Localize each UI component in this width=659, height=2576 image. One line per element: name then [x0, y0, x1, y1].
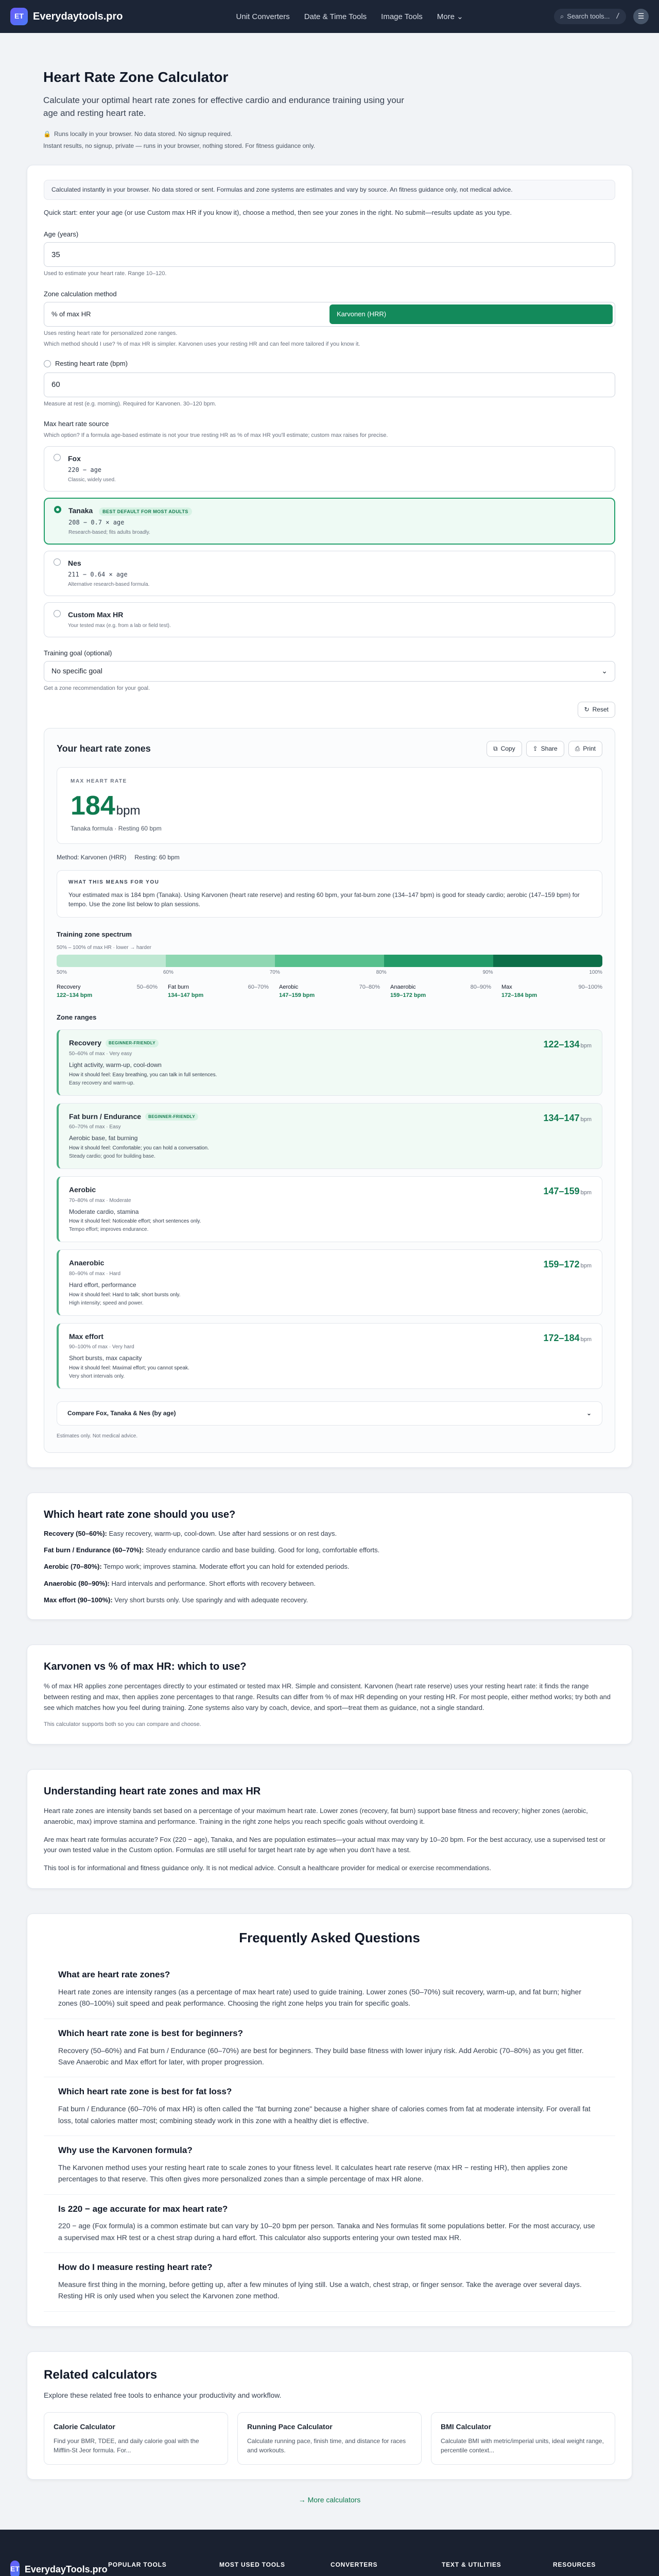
legend-range: 147–159 bpm	[279, 992, 315, 998]
footer-column-title: MOST USED TOOLS	[219, 2561, 285, 2569]
spectrum-segment	[384, 955, 493, 967]
zone-guidance-text: Steady endurance cardio and base building. Good for long, comfortable efforts.	[144, 1546, 380, 1554]
spectrum-segment	[166, 955, 275, 967]
zone-example: Steady cardio; good for building base.	[69, 1154, 155, 1160]
calc-notice: Calculated instantly in your browser. No data stored or sent. Formulas and zone systems are estimates and vary by source. An fitness guidance only, not medical advice.	[44, 180, 615, 200]
zones-list	[57, 1029, 602, 1389]
legend-label-row	[390, 984, 491, 991]
formula-name-row	[68, 506, 192, 516]
nav-link-more[interactable]: More ⌄	[437, 12, 463, 21]
max-hr-sub: Tanaka formula · Resting 60 bpm	[71, 825, 162, 833]
footer-column	[219, 2561, 315, 2576]
zone-guidance-label: Anaerobic (80–90%):	[44, 1579, 110, 1587]
legend-name: Max	[501, 984, 512, 991]
zone-guidance-text: Hard intervals and performance. Short efforts with recovery between.	[109, 1579, 316, 1587]
footer-column-title: CONVERTERS	[331, 2561, 378, 2569]
zone-how: How it should feel: Noticeable effort; short sentences only.	[69, 1218, 201, 1225]
max-hr-value	[71, 787, 588, 825]
footer-column-title: POPULAR TOOLS	[108, 2561, 167, 2569]
estimate-note: Estimates only. Not medical advice.	[57, 1433, 138, 1439]
spectrum-bar	[57, 955, 602, 967]
zones-title: Zone ranges	[57, 1013, 97, 1022]
faq-list	[44, 1960, 615, 2311]
formula-option-nes[interactable]	[44, 551, 615, 596]
related-card-title: Running Pace Calculator	[247, 2422, 333, 2431]
legend-range: 159–172 bpm	[390, 992, 426, 998]
calculator-card	[27, 165, 632, 1468]
zone-info	[69, 1258, 181, 1307]
zone-guidance-label: Fat burn / Endurance (60–70%):	[44, 1546, 144, 1554]
chevron-down-icon: ⌄	[601, 666, 608, 675]
zone-bpm-value: 172–184	[543, 1332, 580, 1343]
spectrum-tick: 90%	[482, 970, 493, 976]
nav-link-image-tools[interactable]: Image Tools	[381, 12, 423, 21]
zone-meta: 80–90% of max · Hard	[69, 1271, 121, 1277]
faq-title: Frequently Asked Questions	[239, 1929, 420, 1945]
zone-info	[69, 1332, 189, 1380]
zone-card	[57, 1249, 602, 1315]
spectrum-tick: 60%	[163, 970, 174, 976]
max-hr-unit: bpm	[116, 803, 141, 818]
zone-example: Tempo effort; improves endurance.	[69, 1227, 149, 1233]
spectrum-tick: 80%	[376, 970, 387, 976]
zone-bpm-value: 134–147	[543, 1112, 580, 1123]
zone-guidance-item	[44, 1562, 615, 1571]
resting-radio[interactable]	[44, 360, 51, 367]
faq-item[interactable]	[44, 2077, 615, 2136]
which-zone-title: Which heart rate zone should you use?	[44, 1509, 236, 1520]
zone-card	[57, 1323, 602, 1389]
footer	[0, 2530, 659, 2576]
legend-label-row	[57, 984, 158, 991]
resting-label-row	[44, 359, 615, 368]
search-placeholder: Search tools...	[567, 12, 610, 20]
formula-eq: 208 − 0.7 × age	[68, 518, 125, 526]
legend-pct: 80–90%	[470, 984, 491, 991]
beginner-badge: BEGINNER-FRIENDLY	[106, 1039, 159, 1047]
related-card-title: BMI Calculator	[441, 2422, 492, 2431]
share-label: Share	[541, 744, 558, 752]
formula-eq: 220 − age	[68, 466, 102, 474]
legend-label-row	[279, 984, 380, 991]
compare-label: Compare Fox, Tanaka & Nes (by age)	[67, 1410, 176, 1417]
nav-link-unit-converters[interactable]: Unit Converters	[236, 12, 290, 21]
page-subtitle: Calculate your optimal heart rate zones for effective cardio and endurance training using your age and resting heart rate.	[43, 95, 404, 118]
zone-example: Very short intervals only.	[69, 1374, 125, 1380]
max-hr-caption: MAX HEART RATE	[71, 778, 127, 784]
legend-pct: 70–80%	[359, 984, 380, 991]
legend-item	[279, 984, 380, 999]
related-card-desc: Calculate running pace, finish time, and distance for races and workouts.	[247, 2437, 406, 2454]
zone-bpm-unit: bpm	[580, 1336, 592, 1343]
legend-name: Anaerobic	[390, 984, 416, 991]
faq-question: Why use the Karvonen formula?	[58, 2145, 193, 2156]
faq-section	[27, 1913, 632, 2327]
zone-feel: Hard effort, performance	[69, 1281, 136, 1289]
spectrum-ticks	[57, 969, 602, 976]
age-input[interactable]: 35	[44, 242, 615, 267]
faq-question: Which heart rate zone is best for fat loss?	[58, 2087, 232, 2097]
method-text: Method: Karvonen (HRR)	[57, 854, 127, 861]
faq-item[interactable]	[44, 2019, 615, 2078]
formula-desc: Your tested max (e.g. from a lab or field test).	[68, 622, 171, 629]
zone-feel: Aerobic base, fat burning	[69, 1134, 138, 1142]
goal-value: No specific goal	[51, 666, 102, 675]
related-card-desc: Calculate BMI with metric/imperial units, ideal weight range, percentile context...	[441, 2437, 604, 2454]
zone-guidance-label: Aerobic (70–80%):	[44, 1563, 102, 1571]
page-title: Heart Rate Zone Calculator	[43, 69, 229, 85]
zone-guidance-item	[44, 1579, 615, 1588]
resting-hint: Measure at rest (e.g. morning). Required for Karvonen. 30–120 bpm.	[44, 400, 217, 407]
legend-pct: 90–100%	[578, 984, 602, 991]
understanding-p1: Heart rate zones are intensity bands set based on a percentage of your maximum heart rate. Lower zones (recovery, fat burn) support base fitness and recovery; higher zones (aerobic, anaerobic, max) improve stamina and performance. Training in the right zone helps you reach specific goals without overdoing it.	[44, 1806, 588, 1825]
goal-label: Training goal (optional)	[44, 649, 112, 657]
zone-how: How it should feel: Comfortable; you can hold a conversation.	[69, 1145, 209, 1151]
method-option-max-hr[interactable]: % of max HR	[51, 310, 91, 318]
zone-meta: 70–80% of max · Moderate	[69, 1197, 131, 1204]
spectrum-tick: 70%	[269, 970, 280, 976]
search-shortcut: /	[616, 12, 620, 20]
zone-guidance-label: Max effort (90–100%):	[44, 1596, 113, 1604]
age-label: Age (years)	[44, 230, 79, 239]
formula-name: Tanaka	[68, 506, 93, 515]
faq-answer: Recovery (50–60%) and Fat burn / Endurance (60–70%) are best for beginners. They build base fitness with lower injury risk. Add Aerobic (70–80%) as you get fitter. Save Anaerobic and Max effort for later, with proper progression.	[58, 2046, 584, 2066]
legend-item	[501, 984, 602, 999]
calc-intro: Quick start: enter your age (or use Custom max HR if you know it), choose a method, then see your zones in the right. No submit—results update as you type.	[44, 208, 512, 216]
spectrum-tick: 50%	[57, 970, 67, 976]
formula-hint: Which option? If a formula age-based estimate is not your true resting HR as % of max HR you'll estimate; custom max raises for precise.	[44, 432, 388, 439]
zone-info	[69, 1185, 201, 1233]
faq-answer: The Karvonen method uses your resting heart rate to scale zones to your fitness level. It calculates heart rate reserve (max HR − resting HR), then applies zone percentages to that reserve. This often gives more personalized zones than a simple percentage of max HR alone.	[58, 2163, 568, 2183]
zone-guidance-label: Recovery (50–60%):	[44, 1529, 107, 1537]
legend-label-row	[168, 984, 269, 991]
resting-hr-input[interactable]: 60	[44, 372, 615, 397]
radio-nes[interactable]	[54, 558, 61, 566]
spectrum-segment	[493, 955, 602, 967]
legend-name: Recovery	[57, 984, 81, 991]
zone-card	[57, 1029, 602, 1095]
faq-item[interactable]	[44, 2253, 615, 2312]
zone-name: Anaerobic	[69, 1259, 105, 1267]
footer-column	[442, 2561, 537, 2576]
print-button[interactable]	[568, 741, 602, 757]
zone-name: Fat burn / Endurance	[69, 1112, 142, 1121]
recommended-badge: BEST DEFAULT FOR MOST ADULTS	[99, 507, 192, 516]
zone-meta: 60–70% of max · Easy	[69, 1124, 121, 1130]
results-title: Your heart rate zones	[57, 743, 151, 754]
method-option-karvonen[interactable]: Karvonen (HRR)	[330, 304, 613, 324]
formula-option-custom[interactable]	[44, 602, 615, 637]
chevron-down-icon: ⌄	[586, 1410, 592, 1417]
legend-range: 134–147 bpm	[168, 992, 204, 998]
legend-range: 122–134 bpm	[57, 992, 93, 998]
zone-name-row	[69, 1258, 181, 1268]
zone-guidance-text: Very short bursts only. Use sparingly and with adequate recovery.	[112, 1596, 308, 1604]
faq-item[interactable]	[44, 2195, 615, 2253]
copy-button[interactable]	[487, 741, 522, 757]
formula-eq: 211 − 0.64 × age	[68, 571, 128, 579]
zone-card	[57, 1103, 602, 1169]
zone-how: How it should feel: Hard to talk; short bursts only.	[69, 1292, 181, 1298]
formula-desc: Alternative research-based formula.	[68, 581, 150, 587]
menu-icon[interactable]: ☰	[633, 9, 649, 24]
which-zone-section	[27, 1493, 632, 1620]
compare-formulas-toggle[interactable]	[57, 1401, 602, 1426]
max-hr-number: 184	[71, 790, 115, 821]
formula-name: Fox	[68, 454, 81, 463]
zone-guidance-item	[44, 1596, 615, 1605]
zone-info	[69, 1038, 217, 1087]
meaning-caption: WHAT THIS MEANS FOR YOU	[68, 879, 160, 886]
footer-column	[108, 2561, 204, 2576]
zone-bpm	[544, 1038, 592, 1087]
legend-name: Aerobic	[279, 984, 299, 991]
spectrum-caption: 50% – 100% of max HR · lower → harder	[57, 945, 151, 951]
zone-info	[69, 1112, 209, 1160]
related-card-desc: Find your BMR, TDEE, and daily calorie goal with the Mifflin-St Jeor formula. For...	[54, 2437, 199, 2454]
logo-icon: ET	[10, 2561, 20, 2576]
faq-item[interactable]	[44, 1960, 615, 2019]
zone-how: How it should feel: Maximal effort; you cannot speak.	[69, 1365, 189, 1371]
zone-example: Easy recovery and warm-up.	[69, 1080, 135, 1086]
search-input[interactable]	[554, 9, 626, 24]
max-hr-box	[57, 767, 602, 844]
method-summary	[57, 853, 602, 862]
faq-answer: Measure first thing in the morning, before getting up, after a few minutes of lying still. Use a watch, chest strap, or finger sensor. Take the average over several days. Resting HR is only used when you select the Karvonen zone method.	[58, 2280, 582, 2300]
zone-name-row	[69, 1038, 217, 1048]
legend-item	[390, 984, 491, 999]
understanding-p2: Are max heart rate formulas accurate? Fox (220 − age), Tanaka, and Nes are population estimates—your actual max may vary by 10–20 bpm. For the best accuracy, use a supervised test or your own tested value in the Custom option. Formulas are still useful for target heart rate by age when you don't have a test.	[44, 1835, 605, 1854]
lock-icon: 🔒	[43, 130, 51, 138]
share-icon: ⇪	[532, 744, 538, 752]
goal-hint: Get a zone recommendation for your goal.	[44, 685, 150, 691]
understanding-title: Understanding heart rate zones and max HR	[44, 1785, 261, 1797]
spectrum-title: Training zone spectrum	[57, 930, 132, 939]
zone-bpm	[544, 1332, 592, 1380]
nav-link-date-time[interactable]: Date & Time Tools	[304, 12, 367, 21]
formula-desc: Classic, widely used.	[68, 477, 116, 483]
legend-pct: 60–70%	[248, 984, 269, 991]
spectrum-segment	[57, 955, 166, 967]
reset-label: Reset	[592, 706, 609, 714]
understanding-section	[27, 1769, 632, 1889]
zone-name: Recovery	[69, 1039, 102, 1047]
zone-meta: 50–60% of max · Very easy	[69, 1050, 132, 1057]
karvonen-body: % of max HR applies zone percentages directly to your estimated or tested max HR. Simple and consistent. Karvonen (heart rate reserve) uses your resting heart rate: it finds the range between resting and max, then applies zone percentages to that range. Results can differ from % of max HR depending on your resting HR. For most people, either method works; try both and see which matches how you feel during training. Zone systems also vary by coach, device, and sport—treat them as guidance, not a single standard.	[44, 1682, 611, 1711]
legend-item	[168, 984, 269, 999]
privacy-text: Runs locally in your browser. No data stored. No signup required.	[54, 130, 233, 138]
zone-card	[57, 1176, 602, 1242]
footer-column-title: TEXT & UTILITIES	[442, 2561, 501, 2569]
zone-guidance-text: Easy recovery, warm-up, cool-down. Use after hard sessions or on rest days.	[107, 1529, 337, 1537]
legend-name: Fat burn	[168, 984, 189, 991]
reset-button[interactable]	[578, 702, 615, 718]
karvonen-note: This calculator supports both so you can compare and choose.	[44, 1721, 201, 1728]
zone-guidance-item	[44, 1529, 615, 1538]
zone-name-row	[69, 1112, 209, 1122]
spectrum-tick: 100%	[589, 970, 602, 976]
faq-question: Is 220 − age accurate for max heart rate?	[58, 2204, 228, 2214]
print-label: Print	[583, 744, 596, 752]
footer-column-title: RESOURCES	[553, 2561, 596, 2569]
related-card-title: Calorie Calculator	[54, 2422, 115, 2431]
copy-icon: ⧉	[493, 744, 498, 752]
zone-name: Aerobic	[69, 1185, 96, 1194]
age-hint: Used to estimate your heart rate. Range 10–120.	[44, 270, 167, 277]
legend-range: 172–184 bpm	[501, 992, 537, 998]
faq-item[interactable]	[44, 2136, 615, 2195]
share-button[interactable]	[526, 741, 564, 757]
zone-bpm-value: 159–172	[543, 1259, 580, 1270]
footer-column	[331, 2561, 426, 2576]
zone-meta: 90–100% of max · Very hard	[69, 1344, 134, 1350]
zone-name-row	[69, 1332, 189, 1342]
faq-question: Which heart rate zone is best for beginners?	[58, 2028, 243, 2038]
results-panel	[44, 728, 615, 1453]
zone-example: High intensity; speed and power.	[69, 1300, 144, 1306]
faq-answer: 220 − age (Fox formula) is a common estimate but can vary by 10–20 bpm per person. Tanaka and Nes formulas fit some populations better. For the most accuracy, use a supervised max HR test or a chest strap during a hard effort. This calculator also supports entering your own tested max HR.	[58, 2222, 595, 2242]
radio-tanaka[interactable]	[54, 506, 61, 513]
refresh-icon: ↻	[584, 706, 589, 714]
formula-option-fox[interactable]	[44, 446, 615, 492]
zone-feel: Light activity, warm-up, cool-down	[69, 1061, 162, 1069]
spectrum-segment	[275, 955, 384, 967]
karvonen-section	[27, 1645, 632, 1744]
related-card[interactable]	[431, 2412, 615, 2465]
privacy-note-2: Instant results, no signup, private — runs in your browser, nothing stored. For fitness guidance only.	[43, 142, 316, 150]
zone-bpm-unit: bpm	[580, 1190, 592, 1196]
zone-name: Max effort	[69, 1332, 103, 1341]
formula-desc: Research-based; fits adults broadly.	[68, 529, 150, 535]
more-calculators-link[interactable]: → More calculators	[298, 2495, 361, 2504]
related-title: Related calculators	[44, 2367, 158, 2382]
method-toggle	[44, 302, 615, 327]
logo-icon: ET	[10, 8, 28, 25]
understanding-p3: This tool is for informational and fitness guidance only. It is not medical advice. Consult a healthcare provider for medical or exercise recommendations.	[44, 1864, 492, 1872]
resting-label: Resting heart rate (bpm)	[55, 359, 128, 367]
formula-name: Custom Max HR	[68, 610, 124, 619]
zone-guidance-item	[44, 1546, 615, 1555]
faq-answer: Heart rate zones are intensity ranges (as a percentage of max heart rate) used to guide training. Lower zones (50–70%) suit recovery, warm-up, and fat burn; higher zones (80–100%) suit speed and peak performance. Choosing the right zone helps you train for specific goals.	[58, 1988, 582, 2008]
related-card[interactable]	[44, 2412, 228, 2465]
beginner-badge: BEGINNER-FRIENDLY	[145, 1113, 198, 1121]
zone-bpm	[544, 1112, 592, 1160]
nav-links	[236, 11, 463, 22]
zone-bpm-unit: bpm	[580, 1263, 592, 1269]
legend-item	[57, 984, 158, 999]
privacy-note	[43, 130, 616, 139]
legend-label-row	[501, 984, 602, 991]
method-hint-2: Which method should I use? % of max HR is simpler. Karvonen uses your resting HR and can feel more tailored if you know it.	[44, 341, 360, 348]
zone-bpm-value: 122–134	[543, 1039, 580, 1050]
faq-answer: Fat burn / Endurance (60–70% of max HR) is often called the "fat burning zone" because a higher share of calories comes from fat at moderate intensity. For overall fat loss, total calories matter most; combining steady work in this zone with a healthy diet is effective.	[58, 2105, 591, 2125]
faq-question: How do I measure resting heart rate?	[58, 2262, 213, 2273]
related-section	[27, 2351, 632, 2480]
zone-bpm	[544, 1258, 592, 1307]
zone-feel: Moderate cardio, stamina	[69, 1208, 139, 1215]
radio-custom[interactable]	[54, 610, 61, 617]
faq-question: What are heart rate zones?	[58, 1970, 170, 1980]
resting-text: Resting: 60 bpm	[134, 854, 180, 861]
zone-how: How it should feel: Easy breathing, you can talk in full sentences.	[69, 1072, 217, 1078]
footer-brand[interactable]	[10, 2561, 108, 2576]
which-zone-list	[44, 1529, 615, 1605]
footer-columns	[108, 2561, 649, 2576]
zone-bpm	[544, 1185, 592, 1233]
related-desc: Explore these related free tools to enhance your productivity and workflow.	[44, 2391, 282, 2400]
copy-label: Copy	[500, 744, 515, 752]
zone-bpm-unit: bpm	[580, 1043, 592, 1049]
related-grid	[44, 2412, 615, 2465]
radio-fox[interactable]	[54, 454, 61, 461]
zone-guidance-text: Tempo work; improves stamina. Moderate effort you can hold for extended periods.	[101, 1563, 350, 1571]
footer-brand-name: EverydayTools.pro	[24, 2564, 108, 2574]
goal-select[interactable]	[44, 661, 615, 682]
zone-name-row	[69, 1185, 201, 1195]
method-label: Zone calculation method	[44, 290, 117, 298]
formula-option-tanaka[interactable]	[44, 498, 615, 544]
zone-feel: Short bursts, max capacity	[69, 1354, 142, 1362]
top-nav	[0, 0, 659, 33]
method-hint: Uses resting heart rate for personalized zone ranges.	[44, 330, 178, 336]
formula-label: Max heart rate source	[44, 420, 109, 428]
meaning-box	[57, 870, 602, 918]
legend-pct: 50–60%	[136, 984, 158, 991]
formula-name: Nes	[68, 558, 81, 567]
spectrum-legend	[57, 984, 602, 999]
print-icon: ⎙	[575, 744, 580, 752]
meaning-text: Your estimated max is 184 bpm (Tanaka). Using Karvonen (heart rate reserve) and resting 60 bpm, your fat-burn zone (134–147 bpm) is good for steady cardio; aerobic (147–159 bpm) for tempo. Use the zone list below to plan sessions.	[68, 891, 580, 908]
karvonen-title: Karvonen vs % of max HR: which to use?	[44, 1660, 247, 1672]
related-card[interactable]	[237, 2412, 422, 2465]
zone-bpm-unit: bpm	[580, 1116, 592, 1123]
search-icon: ⌕	[560, 12, 564, 20]
brand-logo[interactable]	[10, 8, 123, 25]
brand-name: Everydaytools.pro	[33, 11, 123, 22]
zone-bpm-value: 147–159	[543, 1186, 580, 1197]
footer-column	[553, 2561, 649, 2576]
